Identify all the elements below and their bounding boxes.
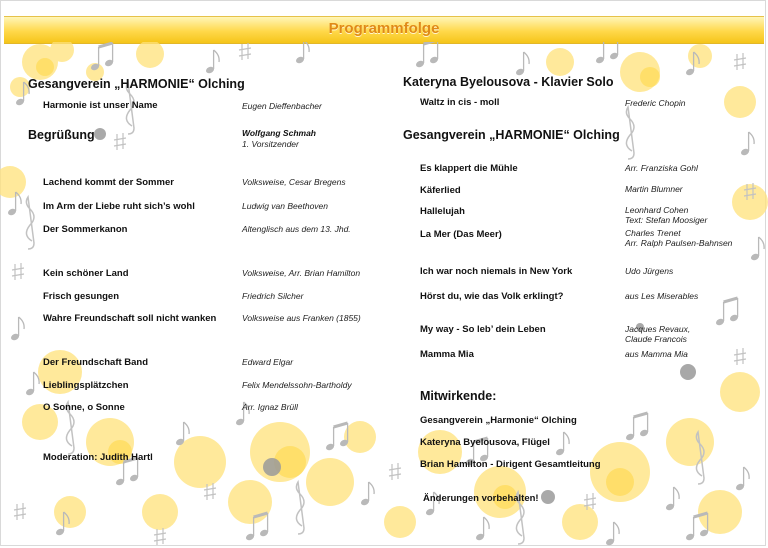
performer-item: Kateryna Byelousova, Flügel bbox=[420, 437, 550, 448]
right-song-credit: Leonhard Cohen Text: Stefan Moosiger bbox=[625, 205, 708, 225]
right-song-credit: Arr. Franziska Gohl bbox=[625, 163, 698, 173]
left-song-credit: Edward Elgar bbox=[242, 357, 294, 367]
harmonie-song-credit: Eugen Dieffenbacher bbox=[242, 101, 322, 111]
harmonie-song-title: Harmonie ist unser Name bbox=[43, 100, 158, 111]
piano-solo-heading: Kateryna Byelousova - Klavier Solo bbox=[403, 75, 614, 89]
left-song-title: Der Freundschaft Band bbox=[43, 357, 149, 368]
left-song-title: Kein schöner Land bbox=[43, 268, 129, 279]
left-choir-heading: Gesangverein „HARMONIE“ Olching bbox=[28, 77, 245, 91]
right-song-credit: Martin Blumner bbox=[625, 184, 683, 194]
moderation-text: Moderation: Judith Hartl bbox=[43, 452, 153, 463]
right-song-title: La Mer (Das Meer) bbox=[420, 229, 502, 240]
right-song-credit: Charles Trenet Arr. Ralph Paulsen-Bahnsen bbox=[625, 228, 733, 248]
left-song-credit: Ludwig van Beethoven bbox=[242, 201, 329, 211]
performer-item: Gesangverein „Harmonie“ Olching bbox=[420, 415, 577, 426]
right-song-title: Hörst du, wie das Volk erklingt? bbox=[420, 291, 564, 302]
left-song-credit: Friedrich Silcher bbox=[242, 291, 304, 301]
left-song-credit: Volksweise, Arr. Brian Hamilton bbox=[242, 268, 361, 278]
left-song-credit: Volksweise, Cesar Bregens bbox=[242, 177, 346, 187]
solo-song-credit: Frederic Chopin bbox=[625, 98, 686, 108]
left-song-title: Der Sommerkanon bbox=[43, 224, 128, 235]
greeting-heading: Begrüßung bbox=[28, 128, 95, 142]
left-song-title: Im Arm der Liebe ruht sich’s wohl bbox=[43, 201, 195, 212]
right-song-title: Ich war noch niemals in New York bbox=[420, 266, 573, 277]
left-song-title: Frisch gesungen bbox=[43, 291, 120, 302]
right-choir-heading: Gesangverein „HARMONIE“ Olching bbox=[403, 128, 620, 142]
performers-heading: Mitwirkende: bbox=[420, 389, 497, 403]
right-song-title: Käferlied bbox=[420, 185, 461, 196]
greeting-speaker-role: 1. Vorsitzender bbox=[242, 139, 299, 149]
left-song-title: Lachend kommt der Sommer bbox=[43, 177, 174, 188]
greeting-speaker: Wolfgang Schmah bbox=[242, 128, 316, 138]
left-song-credit: Volksweise aus Franken (1855) bbox=[242, 313, 361, 323]
right-song-title: Hallelujah bbox=[420, 206, 465, 217]
right-song-credit: aus Mamma Mia bbox=[625, 349, 688, 359]
left-song-credit: Altenglisch aus dem 13. Jhd. bbox=[242, 224, 351, 234]
page-title: Programmfolge bbox=[328, 20, 440, 37]
changes-reserved-note: Änderungen vorbehalten! bbox=[423, 493, 539, 504]
performer-item: Brian Hamilton - Dirigent Gesamtleitung bbox=[420, 459, 601, 470]
left-song-title: Lieblingsplätzchen bbox=[43, 380, 129, 391]
solo-song-title: Waltz in cis - moll bbox=[420, 97, 500, 108]
right-song-credit: aus Les Miserables bbox=[625, 291, 699, 301]
left-song-credit: Felix Mendelssohn-Bartholdy bbox=[242, 380, 352, 390]
right-song-title: My way - So leb’ dein Leben bbox=[420, 324, 546, 335]
left-song-title: Wahre Freundschaft soll nicht wanken bbox=[43, 313, 217, 324]
left-song-title: O Sonne, o Sonne bbox=[43, 402, 125, 413]
right-song-credit: Jacques Revaux, Claude Francois bbox=[625, 324, 691, 344]
right-song-credit: Udo Jürgens bbox=[625, 266, 674, 276]
right-song-title: Es klappert die Mühle bbox=[420, 163, 518, 174]
left-song-credit: Arr. Ignaz Brüll bbox=[242, 402, 298, 412]
right-song-title: Mamma Mia bbox=[420, 349, 474, 360]
